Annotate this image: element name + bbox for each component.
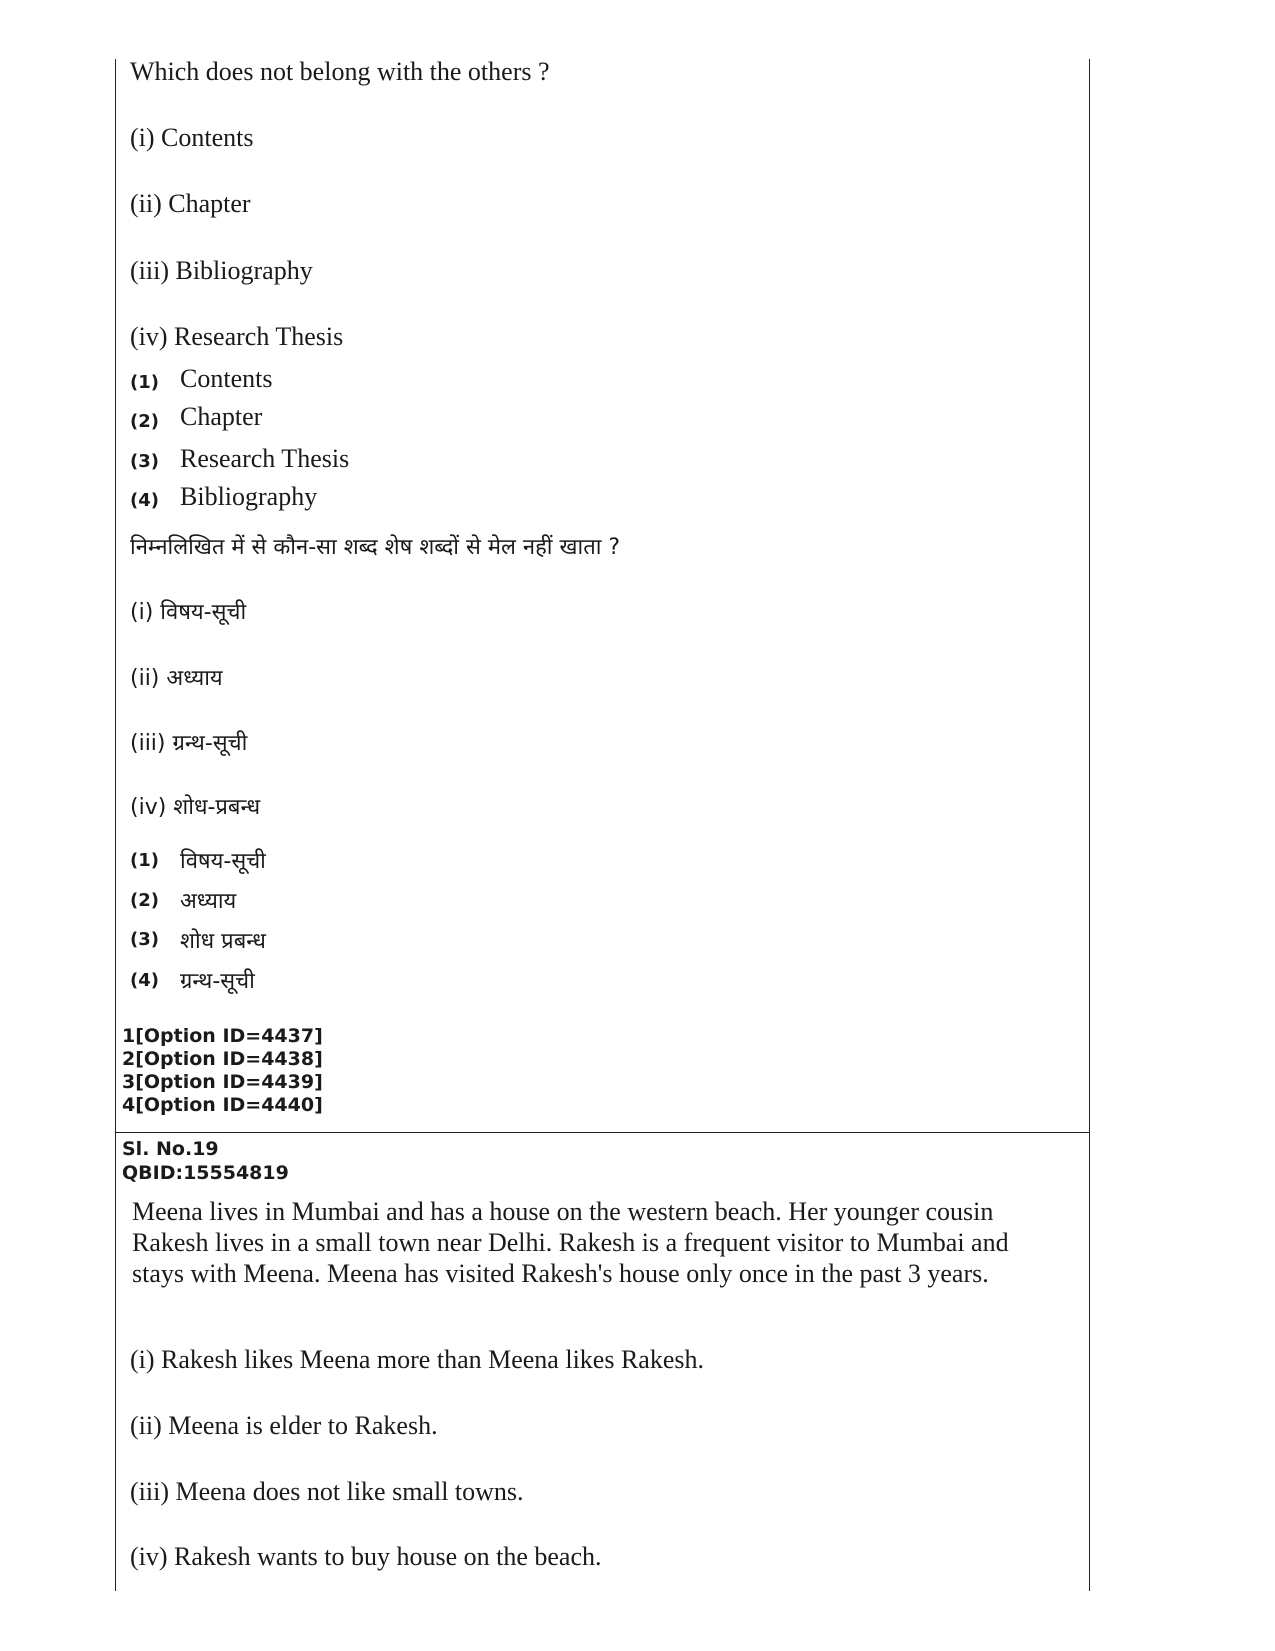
option-text: Contents: [180, 364, 273, 393]
question-text-en: Which does not belong with the others ?: [130, 57, 550, 86]
option-number: (4): [130, 970, 159, 991]
statement-1: (i) Rakesh likes Meena more than Meena likes Rakesh.: [130, 1345, 704, 1374]
option-id-4: 4[Option ID=4440]: [122, 1094, 323, 1116]
question-divider: [115, 1132, 1090, 1133]
option-number: (1): [130, 372, 159, 393]
option-id-1: 1[Option ID=4437]: [122, 1025, 323, 1047]
passage-text: Meena lives in Mumbai and has a house on the western beach. Her younger cousin Rakesh lives in a small town near Delhi. Rakesh is a frequent visitor to Mumbai and stays with Meena. Meena has visited Rakesh's house only once in the past 3 years.: [132, 1197, 1009, 1288]
statement-en-3: (iii) Bibliography: [130, 256, 313, 285]
option-number: (3): [130, 929, 159, 950]
serial-number: Sl. No.19: [122, 1138, 219, 1160]
option-text: विषय-सूची: [180, 849, 266, 874]
statement-4: (iv) Rakesh wants to buy house on the beach.: [130, 1542, 602, 1571]
option-number: (1): [130, 850, 159, 871]
option-text: ग्रन्थ-सूची: [180, 969, 255, 994]
option-text: अध्याय: [180, 889, 237, 914]
statement-en-1: (i) Contents: [130, 123, 254, 152]
option-text: Chapter: [180, 402, 263, 431]
option-text: Research Thesis: [180, 444, 350, 473]
statement-hi-1: (i) विषय-सूची: [130, 600, 247, 625]
statement-hi-3: (iii) ग्रन्थ-सूची: [130, 731, 248, 756]
option-id-3: 3[Option ID=4439]: [122, 1071, 323, 1093]
statement-2: (ii) Meena is elder to Rakesh.: [130, 1411, 438, 1440]
option-number: (3): [130, 451, 159, 472]
option-number: (4): [130, 490, 159, 511]
option-text: शोध प्रबन्ध: [180, 929, 266, 954]
question-text-hi: निम्नलिखित में से कौन-सा शब्द शेष शब्दों से मेल नहीं खाता ?: [130, 535, 621, 560]
option-number: (2): [130, 890, 159, 911]
qbid: QBID:15554819: [122, 1162, 289, 1184]
option-text: Bibliography: [180, 482, 318, 511]
statement-hi-2: (ii) अध्याय: [130, 666, 223, 691]
option-number: (2): [130, 411, 159, 432]
statement-en-2: (ii) Chapter: [130, 189, 251, 218]
option-id-2: 2[Option ID=4438]: [122, 1048, 323, 1070]
statement-en-4: (iv) Research Thesis: [130, 322, 344, 351]
statement-3: (iii) Meena does not like small towns.: [130, 1477, 524, 1506]
statement-hi-4: (iv) शोध-प्रबन्ध: [130, 795, 261, 820]
